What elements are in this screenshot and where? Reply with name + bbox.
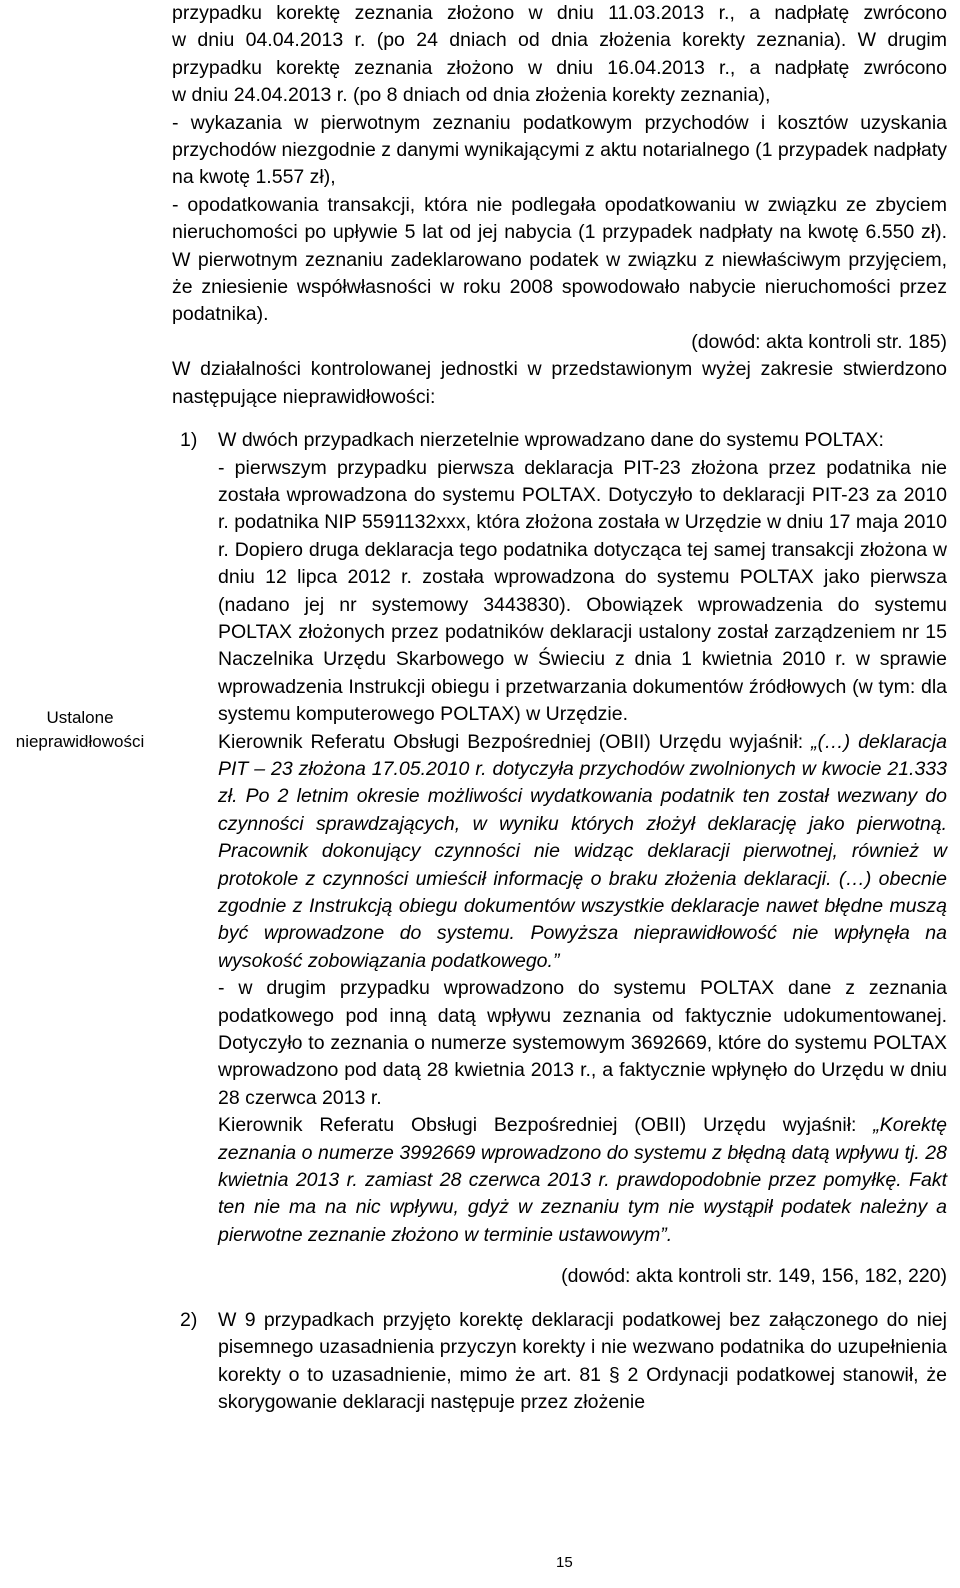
evidence-note: (dowód: akta kontroli str. 149, 156, 182, 220) <box>561 1265 947 1288</box>
finding-title: W dwóch przypadkach nierzetelnie wprowadzano dane do systemu POLTAX: <box>218 429 884 452</box>
explanation-paragraph <box>218 729 947 976</box>
finding-paragraph: - w drugim przypadku wprowadzono do systemu POLTAX dane z zeznania podatkowego pod inną datą wpływu zeznania od faktycznie udokumentowanej. Dotyczyło to zeznania o numerze systemowym 3692669, które do systemu POLTAX wprowadzono pod datą 28 kwietnia 2013 r., a faktycznie wpłynęło do Urzędu w dniu 28 czerwca 2013 r. <box>218 977 947 1109</box>
explanation-lead: Kierownik Referatu Obsługi Bezpośredniej (OBII) Urzędu wyjaśnił: <box>218 1114 874 1137</box>
evidence-note: (dowód: akta kontroli str. 185) <box>691 330 947 353</box>
sidebar-section-label <box>0 706 160 754</box>
intro-block <box>172 0 947 356</box>
finding-number: 1) <box>180 429 198 452</box>
intro-line: w dniu 04.04.2013 r. (po 24 dniach od dnia złożenia korekty zeznania). W drugim <box>172 29 947 52</box>
intro-bullet: - opodatkowania transakcji, która nie podlegała opodatkowaniu w związku ze zbyciem nieruchomości po upływie 5 lat od jej nabycia (1 przypadek nadpłaty na kwotę 6.550 zł). W pierwotnym zeznaniu zadeklarowano podatek w związku z niewłaściwym przyjęciem, że zniesienie współwłasności w roku 2008 spowodowało nabycie nieruchomości przez podatnika). <box>172 193 947 326</box>
document-body <box>172 0 947 1416</box>
finding-number: 2) <box>180 1308 198 1331</box>
intro-line: w dniu 24.04.2013 r. (po 8 dniach od dnia złożenia korekty zeznania), <box>172 84 771 107</box>
intro-line: przypadku korektę zeznania złożono w dniu 16.04.2013 r., a nadpłatę zwrócono <box>172 56 947 79</box>
finding-item <box>172 427 947 1291</box>
intro-line: przypadku korektę zeznania złożono w dniu 11.03.2013 r., a nadpłatę zwrócono <box>172 2 947 24</box>
explanation-lead: Kierownik Referatu Obsługi Bezpośredniej (OBII) Urzędu wyjaśnił: <box>218 730 812 753</box>
finding-item <box>172 1307 947 1417</box>
page-number: 15 <box>556 1554 573 1571</box>
finding-paragraph: W 9 przypadkach przyjęto korektę deklaracji podatkowej bez załączonego do niej pisemnego uzasadnienia przyczyn korekty i nie wezwano podatnika do uzupełnienia korekty o to uzasadnienie, mimo że art. 81 § 2 Ordynacji podatkowej stanowił, że skorygowanie deklaracji następuje przez złożenie <box>218 1308 947 1413</box>
sidebar-label-line2: nieprawidłowości <box>15 732 145 751</box>
finding-paragraph: - pierwszym przypadku pierwsza deklaracja PIT-23 złożona przez podatnika nie została wprowadzona do systemu POLTAX. Dotyczyło to deklaracji PIT-23 za 2010 r. podatnika NIP 5591132xxx, która złożona została w Urzędzie w dniu 17 maja 2010 r. Dopiero druga deklaracja tego podatnika dotycząca tej samej transakcji złożona w dniu 12 lipca 2012 r. została wprowadzona do systemu POLTAX jako pierwsza (nadano jej nr systemowy 3443830). Obowiązek wprowadzenia do systemu POLTAX złożonych przez podatników deklaracji ustalony został zarządzeniem nr 15 Naczelnika Urzędu Skarbowego w Świeciu z dnia 1 kwietnia 2010 r. w sprawie wprowadzenia Instrukcji obiegu i przetwarzania dokumentów źródłowych (w tym: dla systemu komputerowego POLTAX) w Urzędzie. <box>218 456 947 726</box>
intro-bullet: - wykazania w pierwotnym zeznaniu podatkowym przychodów i kosztów uzyskania przychodów niezgodnie z danymi wynikającymi z aktu notarialnego (1 przypadek nadpłaty na kwotę 1.557 zł), <box>172 111 948 189</box>
explanation-quote: „(…) deklaracja PIT – 23 złożona 17.05.2010 r. dotyczyła przychodów zwolnionych w kwocie 21.333 zł. Po 2 letnim okresie możliwości wydatkowania podatnik ten został wezwany do czynności sprawdzających, w wyniku których złożył deklarację jako pierwotną. Pracownik dokonujący czynności nie widząc deklaracji pierwotnej, również w protokole z czynności umieścił informację o braku złożenia deklaracji. (…) obecnie zgodnie z Instrukcją obiegu dokumentów wszystkie deklaracje nawet błędne muszą być wprowadzone do systemu. Powyższa nieprawidłowość nie wpłynęła na wysokość zobowiązania podatkowego.” <box>218 730 947 972</box>
explanation-paragraph <box>218 1112 947 1249</box>
sidebar-label-line1: Ustalone <box>46 708 114 727</box>
findings-summary: W działalności kontrolowanej jednostki w przedstawionym wyżej zakresie stwierdzono następujące nieprawidłowości: <box>172 358 947 408</box>
explanation-quote: „Korektę zeznania o numerze 3992669 wprowadzono do systemu z błędną datą wpływu tj. 28 kwietnia 2013 r. zamiast 28 czerwca 2013 r. prawdopodobnie przez pomyłkę. Fakt ten nie ma na nic wpływu, gdyż w zeznaniu tym nie wystąpił podatek należny a pierwotne zeznanie złożono w terminie ustawowym”. <box>218 1114 947 1246</box>
